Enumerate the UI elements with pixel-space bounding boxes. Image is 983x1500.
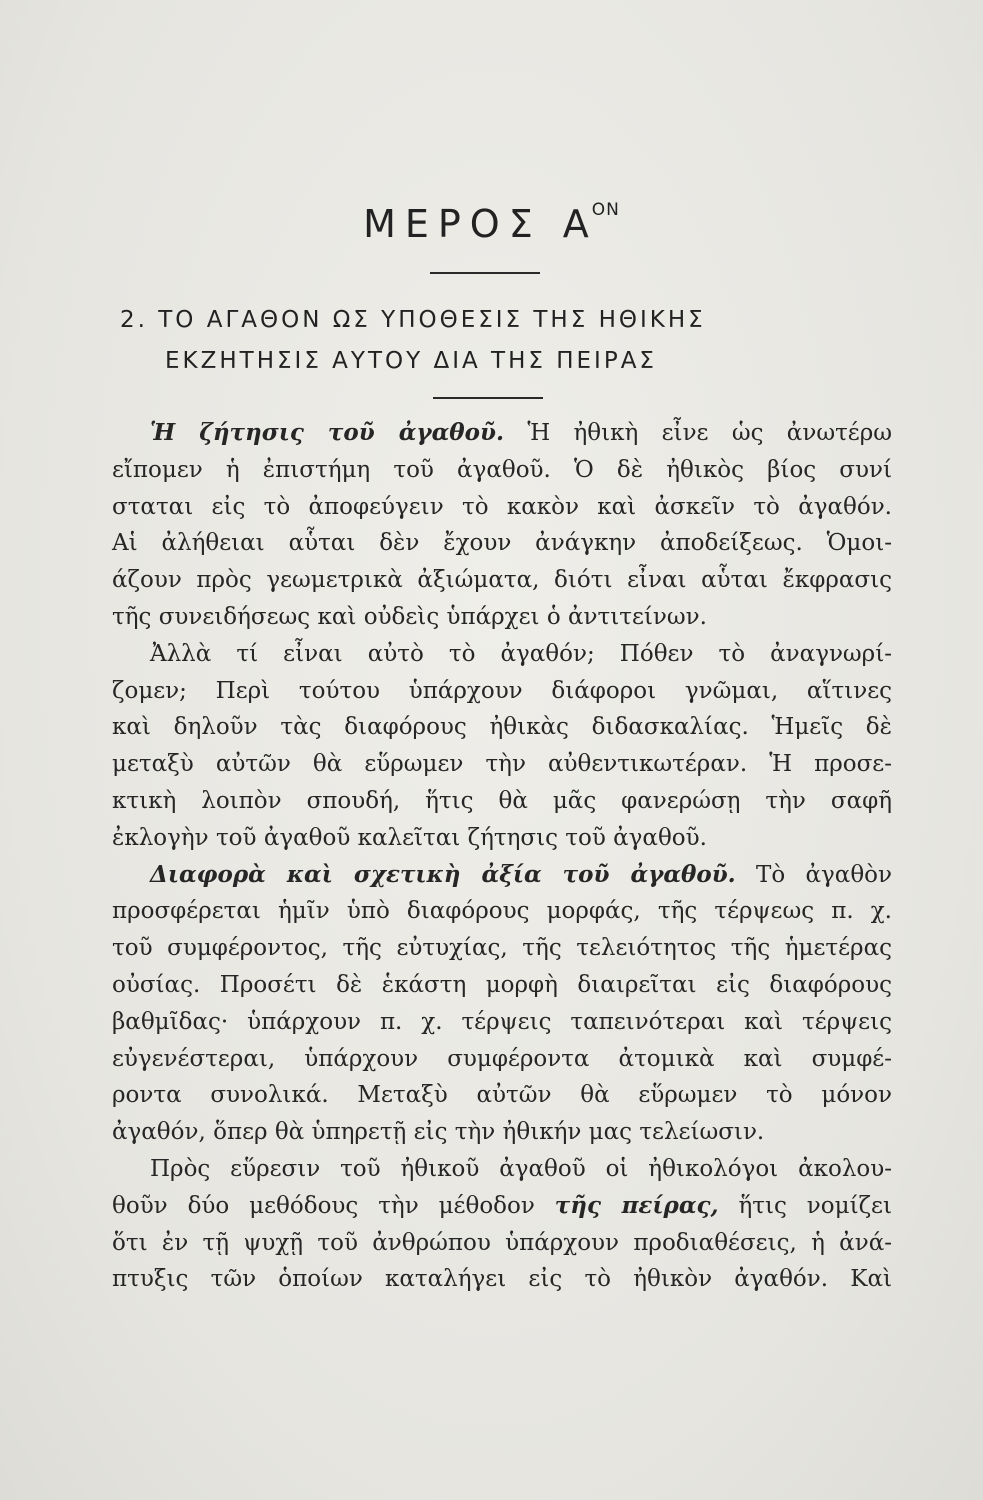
text-line: εἴπομεν ἡ ἐπιστήμη τοῦ ἀγαθοῦ. Ὁ δὲ ἠθικὸς βίος συνί bbox=[112, 456, 892, 483]
text-line: καὶ δηλοῦν τὰς διαφόρους ἠθικὰς διδασκαλίας. Ἡμεῖς δὲ bbox=[112, 714, 892, 741]
paragraph-2 bbox=[112, 636, 892, 857]
text-line: τοῦ συμφέροντος, τῆς εὐτυχίας, τῆς τελειότητος τῆς ἡμετέρας bbox=[112, 935, 892, 962]
text-run: ἥτις νομίζει bbox=[738, 1192, 892, 1219]
emphasis-text: τῆς πείρας, bbox=[554, 1191, 719, 1219]
text-line: Πρὸς εὕρεσιν τοῦ ἠθικοῦ ἀγαθοῦ οἱ ἠθικολόγοι ἀκολου- bbox=[150, 1155, 892, 1182]
text-line: άζουν πρὸς γεωμετρικὰ ἀξιώματα, διότι εἶναι αὗται ἔκφρασις bbox=[112, 567, 892, 594]
text-line: πτυξις τῶν ὁποίων καταλήγει εἰς τὸ ἠθικὸν ἀγαθόν. Καὶ bbox=[112, 1266, 892, 1293]
text-line: Ἀλλὰ τί εἶναι αὐτὸ τὸ ἀγαθόν; Πόθεν τὸ ἀναγνωρί- bbox=[150, 640, 892, 667]
text-run: θοῦν δύο μεθόδους τὴν μέθοδον bbox=[112, 1192, 535, 1219]
text-line: ροντα συνολικά. Μεταξὺ αὐτῶν θὰ εὕρωμεν τὸ μόνον bbox=[112, 1082, 892, 1109]
text-line bbox=[112, 415, 892, 452]
divider-bottom bbox=[433, 397, 543, 399]
text-line bbox=[112, 857, 892, 894]
text-line: βαθμῖδας· ὑπάρχουν π. χ. τέρψεις ταπεινότεραι καὶ τέρψεις bbox=[112, 1008, 892, 1035]
run-in-heading: Διαφορὰ καὶ σχετικὴ ἀξία τοῦ ἀγαθοῦ. bbox=[150, 860, 736, 888]
text-line: προσφέρεται ἡμῖν ὑπὸ διαφόρους μορφάς, τῆς τέρψεως π. χ. bbox=[112, 898, 892, 925]
text-line: ζομεν; Περὶ τούτου ὑπάρχουν διάφοροι γνῶμαι, αἵτινες bbox=[112, 677, 892, 704]
paragraph-3 bbox=[112, 857, 892, 1151]
text-line: κτικὴ λοιπὸν σπουδή, ἥτις θὰ μᾶς φανερώσῃ τὴν σαφῆ bbox=[112, 787, 892, 814]
text-run: Ἡ ἠθικὴ εἶνε ὡς ἀνωτέρω bbox=[527, 420, 892, 446]
paragraph-4 bbox=[112, 1151, 892, 1298]
text-line: εὐγενέστεραι, ὑπάρχουν συμφέροντα ἀτομικὰ καὶ συμφέ- bbox=[112, 1045, 892, 1072]
run-in-heading: Ἡ ζήτησις τοῦ ἀγαθοῦ. bbox=[150, 419, 504, 446]
section-heading-line-2: ΕΚΖΗΤΗΣΙΣ ΑΥΤΟΥ ΔΙΑ ΤΗΣ ΠΕΙΡΑΣ bbox=[165, 348, 657, 374]
part-title-text: ΜΕΡΟΣ Α bbox=[363, 202, 598, 246]
text-line: ἐκλογὴν τοῦ ἀγαθοῦ καλεῖται ζήτησις τοῦ ἀγαθοῦ. bbox=[112, 824, 707, 851]
text-line: ὅτι ἐν τῇ ψυχῇ τοῦ ἀνθρώπου ὑπάρχουν προδιαθέσεις, ἡ ἀνά- bbox=[112, 1229, 892, 1256]
paragraph-1 bbox=[112, 415, 892, 636]
part-title bbox=[0, 200, 983, 246]
text-line: σταται εἰς τὸ ἀποφεύγειν τὸ κακὸν καὶ ἀσκεῖν τὸ ἀγαθόν. bbox=[112, 493, 892, 520]
text-line: Αἱ ἀλήθειαι αὗται δὲν ἔχουν ἀνάγκην ἀποδείξεως. Ὁμοι- bbox=[112, 530, 892, 557]
body-text bbox=[112, 415, 892, 1298]
section-heading-line-1: 2. ΤΟ ΑΓΑΘΟΝ ΩΣ ΥΠΟΘΕΣΙΣ ΤΗΣ ΗΘΙΚΗΣ bbox=[120, 307, 706, 333]
text-run: Τὸ ἀγαθὸν bbox=[756, 861, 892, 888]
text-line: οὐσίας. Προσέτι δὲ ἑκάστη μορφὴ διαιρεῖται εἰς διαφόρους bbox=[112, 971, 892, 998]
text-line bbox=[112, 1188, 892, 1225]
text-line: ἀγαθόν, ὅπερ θὰ ὑπηρετῇ εἰς τὴν ἠθικήν μας τελείωσιν. bbox=[112, 1119, 765, 1146]
text-line: τῆς συνειδήσεως καὶ οὐδεὶς ὑπάρχει ὁ ἀντιτείνων. bbox=[112, 603, 707, 630]
part-title-superscript: ΟΝ bbox=[591, 200, 620, 220]
text-line: μεταξὺ αὐτῶν θὰ εὕρωμεν τὴν αὐθεντικωτέραν. Ἡ προσε- bbox=[112, 751, 892, 778]
divider-top bbox=[430, 272, 540, 274]
